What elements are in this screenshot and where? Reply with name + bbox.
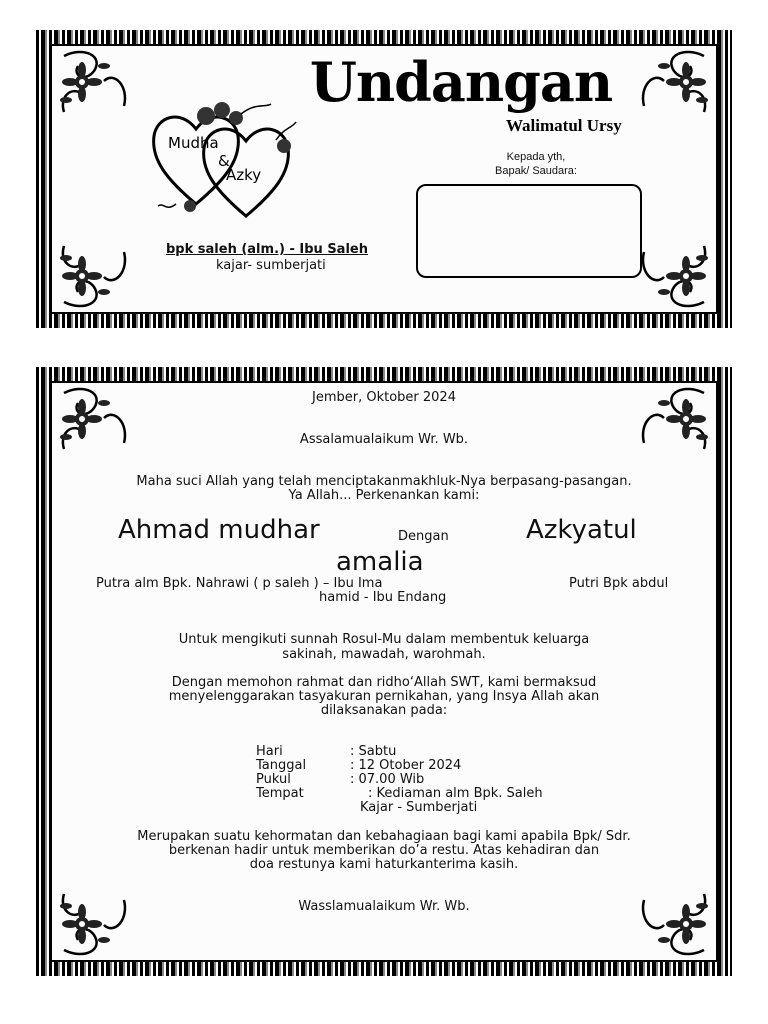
floral-corner-icon [54,236,134,312]
event-schedule: Hari : Sabtu Tanggal : 12 Otober 2024 Pukul : 07.00 Wib Tempat : Kediaman alm Bpk. Saleh Kajar - Sumberjati [256,744,543,815]
closing-greeting: Wasslamualaikum Wr. Wb. [298,899,470,914]
closing-line-1: Merupakan suatu kehormatan dan kebahagiaan bagi kami apabila Bpk/ Sdr. [137,829,631,844]
groom-parents: Putra alm Bpk. Nahrawi ( p saleh ) – Ibu Ima [96,576,383,591]
invitation-title: Undangan [309,50,613,114]
dengan-label: Dengan [398,529,449,544]
sender-address: kajar- sumberjati [216,258,326,273]
inner-border [50,381,718,962]
invitation-subtitle: Walimatul Ursy [506,116,622,135]
purpose-line-2: sakinah, mawadah, warohmah. [282,647,486,662]
purpose-line-1: Untuk mengikuti sunnah Rosul-Mu dalam membentuk keluarga [178,632,590,647]
floral-corner-icon [634,884,714,960]
floral-corner-icon [634,236,714,312]
cover-card [36,30,732,328]
intro-line-2: Ya Allah... Perkenankan kami: [288,488,480,503]
request-line-2: menyelenggarakan tasyakuran pernikahan, yang Insya Allah akan [168,689,600,704]
floral-corner-icon [634,46,714,122]
request-line-3: dilaksanakan pada: [320,703,448,718]
intro-line-1: Maha suci Allah yang telah menciptakanmakhluk-Nya berpasang-pasangan. [136,474,632,489]
floral-corner-icon [54,884,134,960]
couple-ampersand: & [218,152,230,170]
bride-parents-2: hamid - Ibu Endang [319,590,447,605]
letter-date: Jember, Oktober 2024 [312,390,456,405]
letter-card [36,367,732,976]
recipient-label: Kepada yth, Bapak/ Saudara: [495,151,577,177]
floral-corner-icon [54,46,134,122]
closing-line-3: doa restunya kami haturkanterima kasih. [249,857,519,872]
couple-name-2: Azky [226,166,262,184]
closing-line-2: berkenan hadir untuk memberikan do’a restu. Atas kehadiran dan [168,843,600,858]
sender-parents: bpk saleh (alm.) - Ibu Saleh [166,242,368,257]
couple-name-1: Mudha [168,134,219,152]
bride-name-first: Azkyatul [526,515,637,545]
groom-name: Ahmad mudhar [118,515,320,545]
request-line-1: Dengan memohon rahmat dan ridho‘Allah SWT, kami bermaksud [171,675,597,690]
bride-name-second: amalia [336,547,424,577]
bride-parents-1: Putri Bpk abdul [569,576,669,591]
recipient-address-box [416,184,642,278]
opening-greeting: Assalamualaikum Wr. Wb. [299,432,469,447]
